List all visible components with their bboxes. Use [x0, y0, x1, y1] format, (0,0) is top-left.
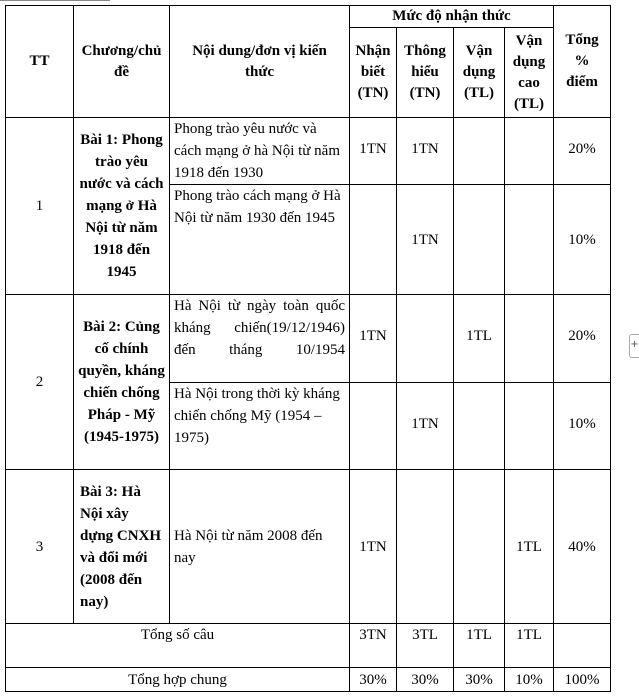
- table-row: [6, 470, 611, 624]
- knowledge-matrix-table: [5, 5, 611, 692]
- lesson-cell: Bài 3: Hà Nội xây dựng CNXH và đổi mới (2008 đến nay): [74, 470, 170, 624]
- cell-nhan-biet: 1TN: [350, 295, 397, 383]
- total-thong-hieu: 3TL: [397, 624, 454, 668]
- row-tt: 3: [6, 470, 74, 624]
- cell-percent: 10%: [554, 185, 611, 295]
- cell-percent: 10%: [554, 383, 611, 470]
- header-content: Nội dung/đơn vị kiến thức: [170, 6, 350, 118]
- cell-nhan-biet: 1TN: [350, 470, 397, 624]
- top-border-fragment: [0, 0, 110, 3]
- lesson-cell: Bài 2: Củng cố chính quyền, kháng chiến chống Pháp - Mỹ (1945-1975): [74, 295, 170, 470]
- cell-nhan-biet: [350, 185, 397, 295]
- header-chapter: Chương/chủ đề: [74, 6, 170, 118]
- overall-nhan-biet: 30%: [350, 668, 397, 692]
- row-tt: 1: [6, 118, 74, 295]
- row-tt: 2: [6, 295, 74, 470]
- cell-van-dung-cao: [505, 295, 554, 383]
- cell-van-dung-cao: [505, 185, 554, 295]
- cell-van-dung: [454, 470, 505, 624]
- cell-percent: 20%: [554, 118, 611, 185]
- total-overall-row: [6, 668, 611, 692]
- cell-nhan-biet: [350, 383, 397, 470]
- header-tt: TT: [6, 6, 74, 118]
- cell-thong-hieu: [397, 295, 454, 383]
- header-level-nhan-biet: Nhận biết (TN): [350, 28, 397, 118]
- cell-percent: 20%: [554, 295, 611, 383]
- header-level-group: Mức độ nhận thức: [350, 6, 554, 28]
- overall-van-dung-cao: 10%: [505, 668, 554, 692]
- cell-percent: 40%: [554, 470, 611, 624]
- total-questions-label: Tổng số câu: [6, 624, 350, 668]
- overall-van-dung: 30%: [454, 668, 505, 692]
- unit-content: Phong trào yêu nước và cách mạng ở hà Nội từ năm 1918 đến 1930: [170, 118, 350, 185]
- total-nhan-biet: 3TN: [350, 624, 397, 668]
- overall-percent: 100%: [554, 668, 611, 692]
- cell-van-dung: [454, 118, 505, 185]
- cell-van-dung: [454, 383, 505, 470]
- header-level-van-dung: Vận dụng (TL): [454, 28, 505, 118]
- cell-thong-hieu: [397, 470, 454, 624]
- overall-thong-hieu: 30%: [397, 668, 454, 692]
- lesson-cell: Bài 1: Phong trào yêu nước và cách mạng ở Hà Nội từ năm 1918 đến 1945: [74, 118, 170, 295]
- cell-thong-hieu: 1TN: [397, 185, 454, 295]
- unit-content: Hà Nội từ năm 2008 đến nay: [170, 470, 350, 624]
- cell-thong-hieu: 1TN: [397, 383, 454, 470]
- header-total: Tổng % điểm: [554, 6, 611, 118]
- cell-van-dung-cao: [505, 383, 554, 470]
- cell-van-dung-cao: [505, 118, 554, 185]
- unit-content: Hà Nội từ ngày toàn quốc kháng chiến(19/12/1946) đến tháng 10/1954: [170, 295, 350, 383]
- total-overall-label: Tổng hợp chung: [6, 668, 350, 692]
- total-van-dung-cao: 1TL: [505, 624, 554, 668]
- expand-handle-button[interactable]: +: [629, 334, 639, 358]
- total-van-dung: 1TL: [454, 624, 505, 668]
- header-level-thong-hieu: Thông hiểu (TN): [397, 28, 454, 118]
- header-level-van-dung-cao: Vận dụng cao (TL): [505, 28, 554, 118]
- cell-thong-hieu: 1TN: [397, 118, 454, 185]
- cell-van-dung: [454, 185, 505, 295]
- unit-content: Phong trào cách mạng ở Hà Nội từ năm 1930 đến 1945: [170, 185, 350, 295]
- total-percent: [554, 624, 611, 668]
- unit-content: Hà Nội trong thời kỳ kháng chiến chống Mỹ (1954 – 1975): [170, 383, 350, 470]
- cell-van-dung: 1TL: [454, 295, 505, 383]
- table-row: [6, 118, 611, 185]
- knowledge-matrix-table-wrapper: [5, 5, 611, 692]
- table-row: [6, 295, 611, 383]
- total-questions-row: [6, 624, 611, 668]
- cell-van-dung-cao: 1TL: [505, 470, 554, 624]
- cell-nhan-biet: 1TN: [350, 118, 397, 185]
